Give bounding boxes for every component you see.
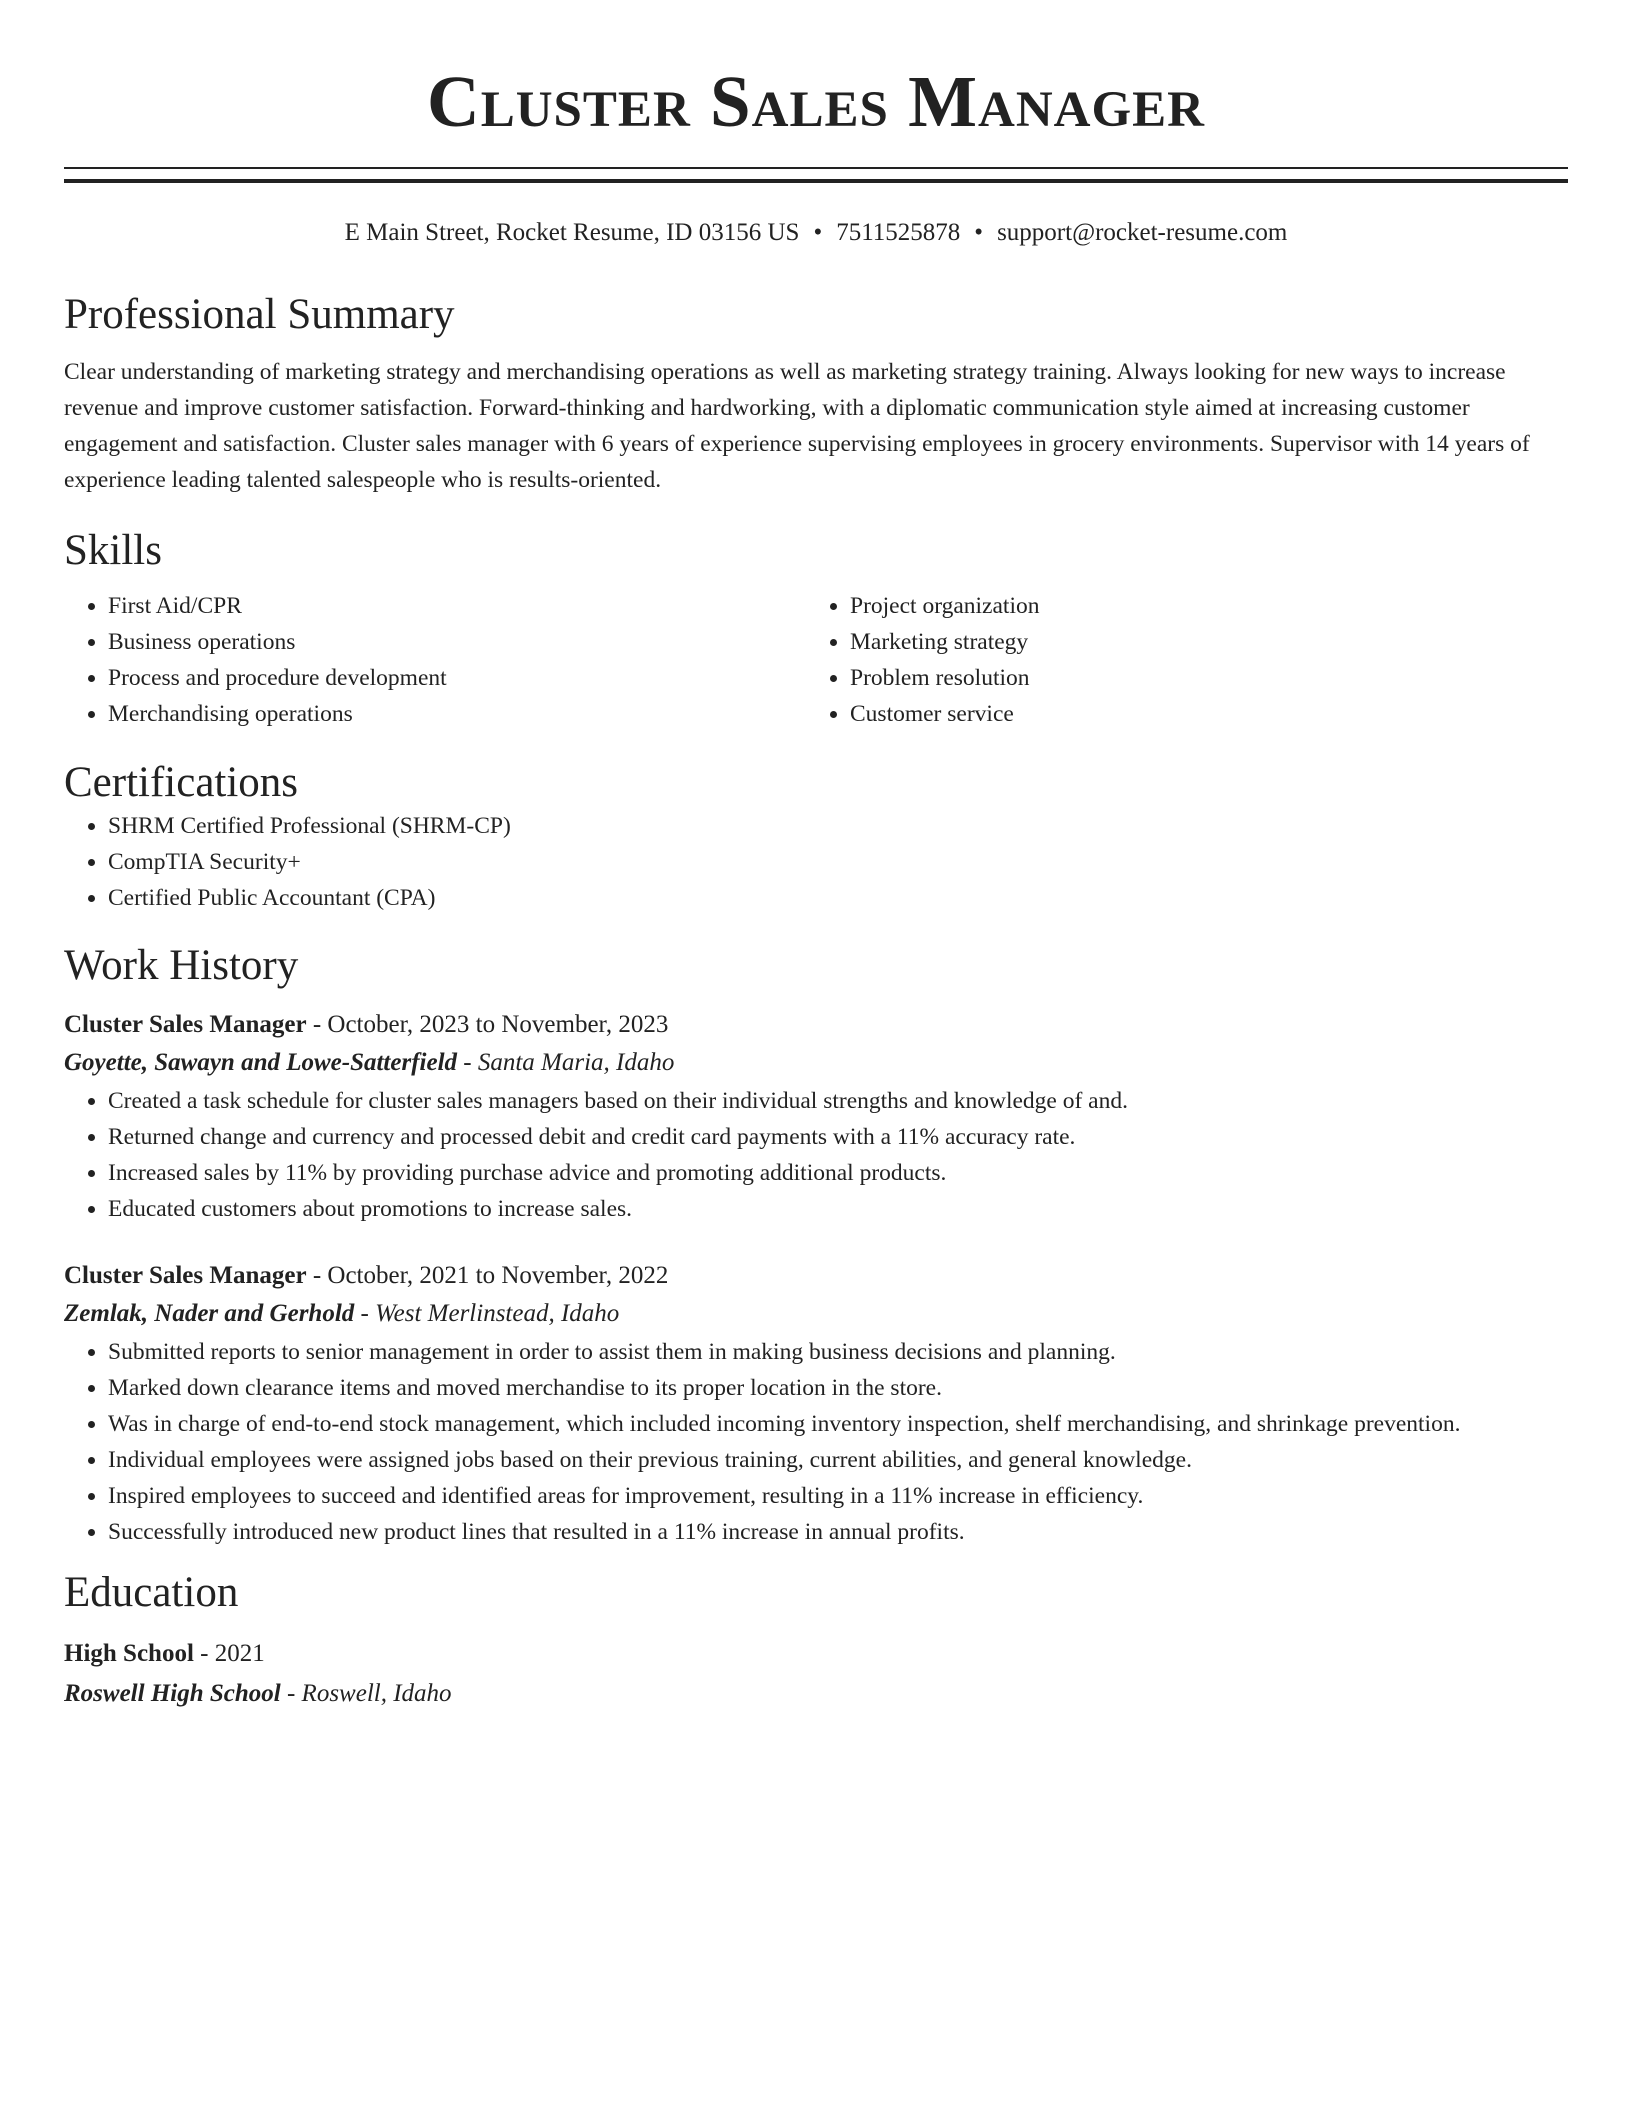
job-bullets xyxy=(64,1083,1568,1227)
certification-item: • Certified Public Accountant (CPA) xyxy=(108,880,1568,916)
job-title: Cluster Sales Manager xyxy=(64,1011,307,1038)
education-school-line xyxy=(64,1674,1568,1714)
skills-list-left xyxy=(64,588,806,732)
skill-item: • First Aid/CPR xyxy=(108,588,806,624)
resume-title: Cluster Sales Manager xyxy=(426,61,1206,142)
school-name: Roswell High School xyxy=(64,1680,281,1707)
job-entry xyxy=(64,1007,1568,1227)
company-location: - West Merlinstead, Idaho xyxy=(354,1300,620,1327)
job-bullet: • Individual employees were assigned jobs based on their previous training, current abilities, and general knowledge. xyxy=(108,1442,1568,1478)
certification-item: • CompTIA Security+ xyxy=(108,844,1568,880)
job-bullet: • Marked down clearance items and moved merchandise to its proper location in the store. xyxy=(108,1370,1568,1406)
certification-item: • SHRM Certified Professional (SHRM-CP) xyxy=(108,808,1568,844)
job-dates: - October, 2023 to November, 2023 xyxy=(306,1011,669,1038)
skill-item: • Customer service xyxy=(850,696,1548,732)
job-dates: - October, 2021 to November, 2022 xyxy=(306,1262,669,1289)
contact-separator: • xyxy=(974,219,984,246)
company-line xyxy=(64,1043,1568,1083)
company-name: Zemlak, Nader and Gerhold xyxy=(64,1300,355,1327)
education-degree: High School xyxy=(64,1640,194,1667)
company-location: - Santa Maria, Idaho xyxy=(457,1049,675,1076)
job-bullet: • Returned change and currency and processed debit and credit card payments with a 11% accuracy rate. xyxy=(108,1119,1568,1155)
education-year: - 2021 xyxy=(193,1640,265,1667)
company-line xyxy=(64,1294,1568,1334)
job-bullet: • Successfully introduced new product lines that resulted in a 11% increase in annual profits. xyxy=(108,1514,1568,1550)
education-heading: Education xyxy=(64,1569,239,1616)
skill-item: • Marketing strategy xyxy=(850,624,1548,660)
skills-column-left xyxy=(64,588,806,732)
education-degree-line xyxy=(64,1634,1568,1674)
skill-item: • Project organization xyxy=(850,588,1548,624)
job-bullet: • Created a task schedule for cluster sales managers based on their individual strengths and knowledge of and. xyxy=(108,1083,1568,1119)
job-bullet: • Submitted reports to senior management in order to assist them in making business decisions and planning. xyxy=(108,1334,1568,1370)
contact-address: E Main Street, Rocket Resume, ID 03156 US xyxy=(344,219,800,246)
job-bullet: • Inspired employees to succeed and identified areas for improvement, resulting in a 11% increase in efficiency. xyxy=(108,1478,1568,1514)
job-bullet: • Was in charge of end-to-end stock management, which included incoming inventory inspection, shelf merchandising, and shrinkage prevention. xyxy=(108,1406,1568,1442)
company-name: Goyette, Sawayn and Lowe-Satterfield xyxy=(64,1049,458,1076)
job-bullet: • Educated customers about promotions to increase sales. xyxy=(108,1191,1568,1227)
resume-page xyxy=(64,0,1568,1714)
skills-heading: Skills xyxy=(64,527,162,574)
certifications-heading: Certifications xyxy=(64,759,299,806)
summary-text: Clear understanding of marketing strategy and merchandising operations as well as marketing strategy training. Always looking for new ways to increase revenue and improve customer satisfaction. Forward-thinking and hardworking, with a diplomatic communication style aimed at increasing customer engagement and satisfaction. Cluster sales manager with 6 years of experience supervising employees in grocery environments. Supervisor with 14 years of experience leading talented salespeople who is results-oriented. xyxy=(64,359,1530,493)
skills-grid xyxy=(64,588,1568,732)
job-title-line xyxy=(64,1007,1568,1043)
contact-line xyxy=(64,218,1568,248)
school-location: - Roswell, Idaho xyxy=(280,1680,452,1707)
contact-separator: • xyxy=(813,219,823,246)
work-history-heading: Work History xyxy=(64,942,299,989)
job-title: Cluster Sales Manager xyxy=(64,1262,307,1289)
job-bullet: • Increased sales by 11% by providing purchase advice and promoting additional products. xyxy=(108,1155,1568,1191)
title-divider xyxy=(64,167,1568,183)
certifications-list xyxy=(64,808,1568,916)
skills-column-right xyxy=(806,588,1548,732)
skill-item: • Business operations xyxy=(108,624,806,660)
skill-item: • Problem resolution xyxy=(850,660,1548,696)
summary-heading: Professional Summary xyxy=(64,291,455,338)
contact-phone: 7511525878 xyxy=(836,219,961,246)
skills-list-right xyxy=(806,588,1548,732)
job-bullets xyxy=(64,1334,1568,1550)
job-entry xyxy=(64,1258,1568,1550)
skill-item: • Process and procedure development xyxy=(108,660,806,696)
skill-item: • Merchandising operations xyxy=(108,696,806,732)
job-title-line xyxy=(64,1258,1568,1294)
contact-email: support@rocket-resume.com xyxy=(997,219,1288,246)
